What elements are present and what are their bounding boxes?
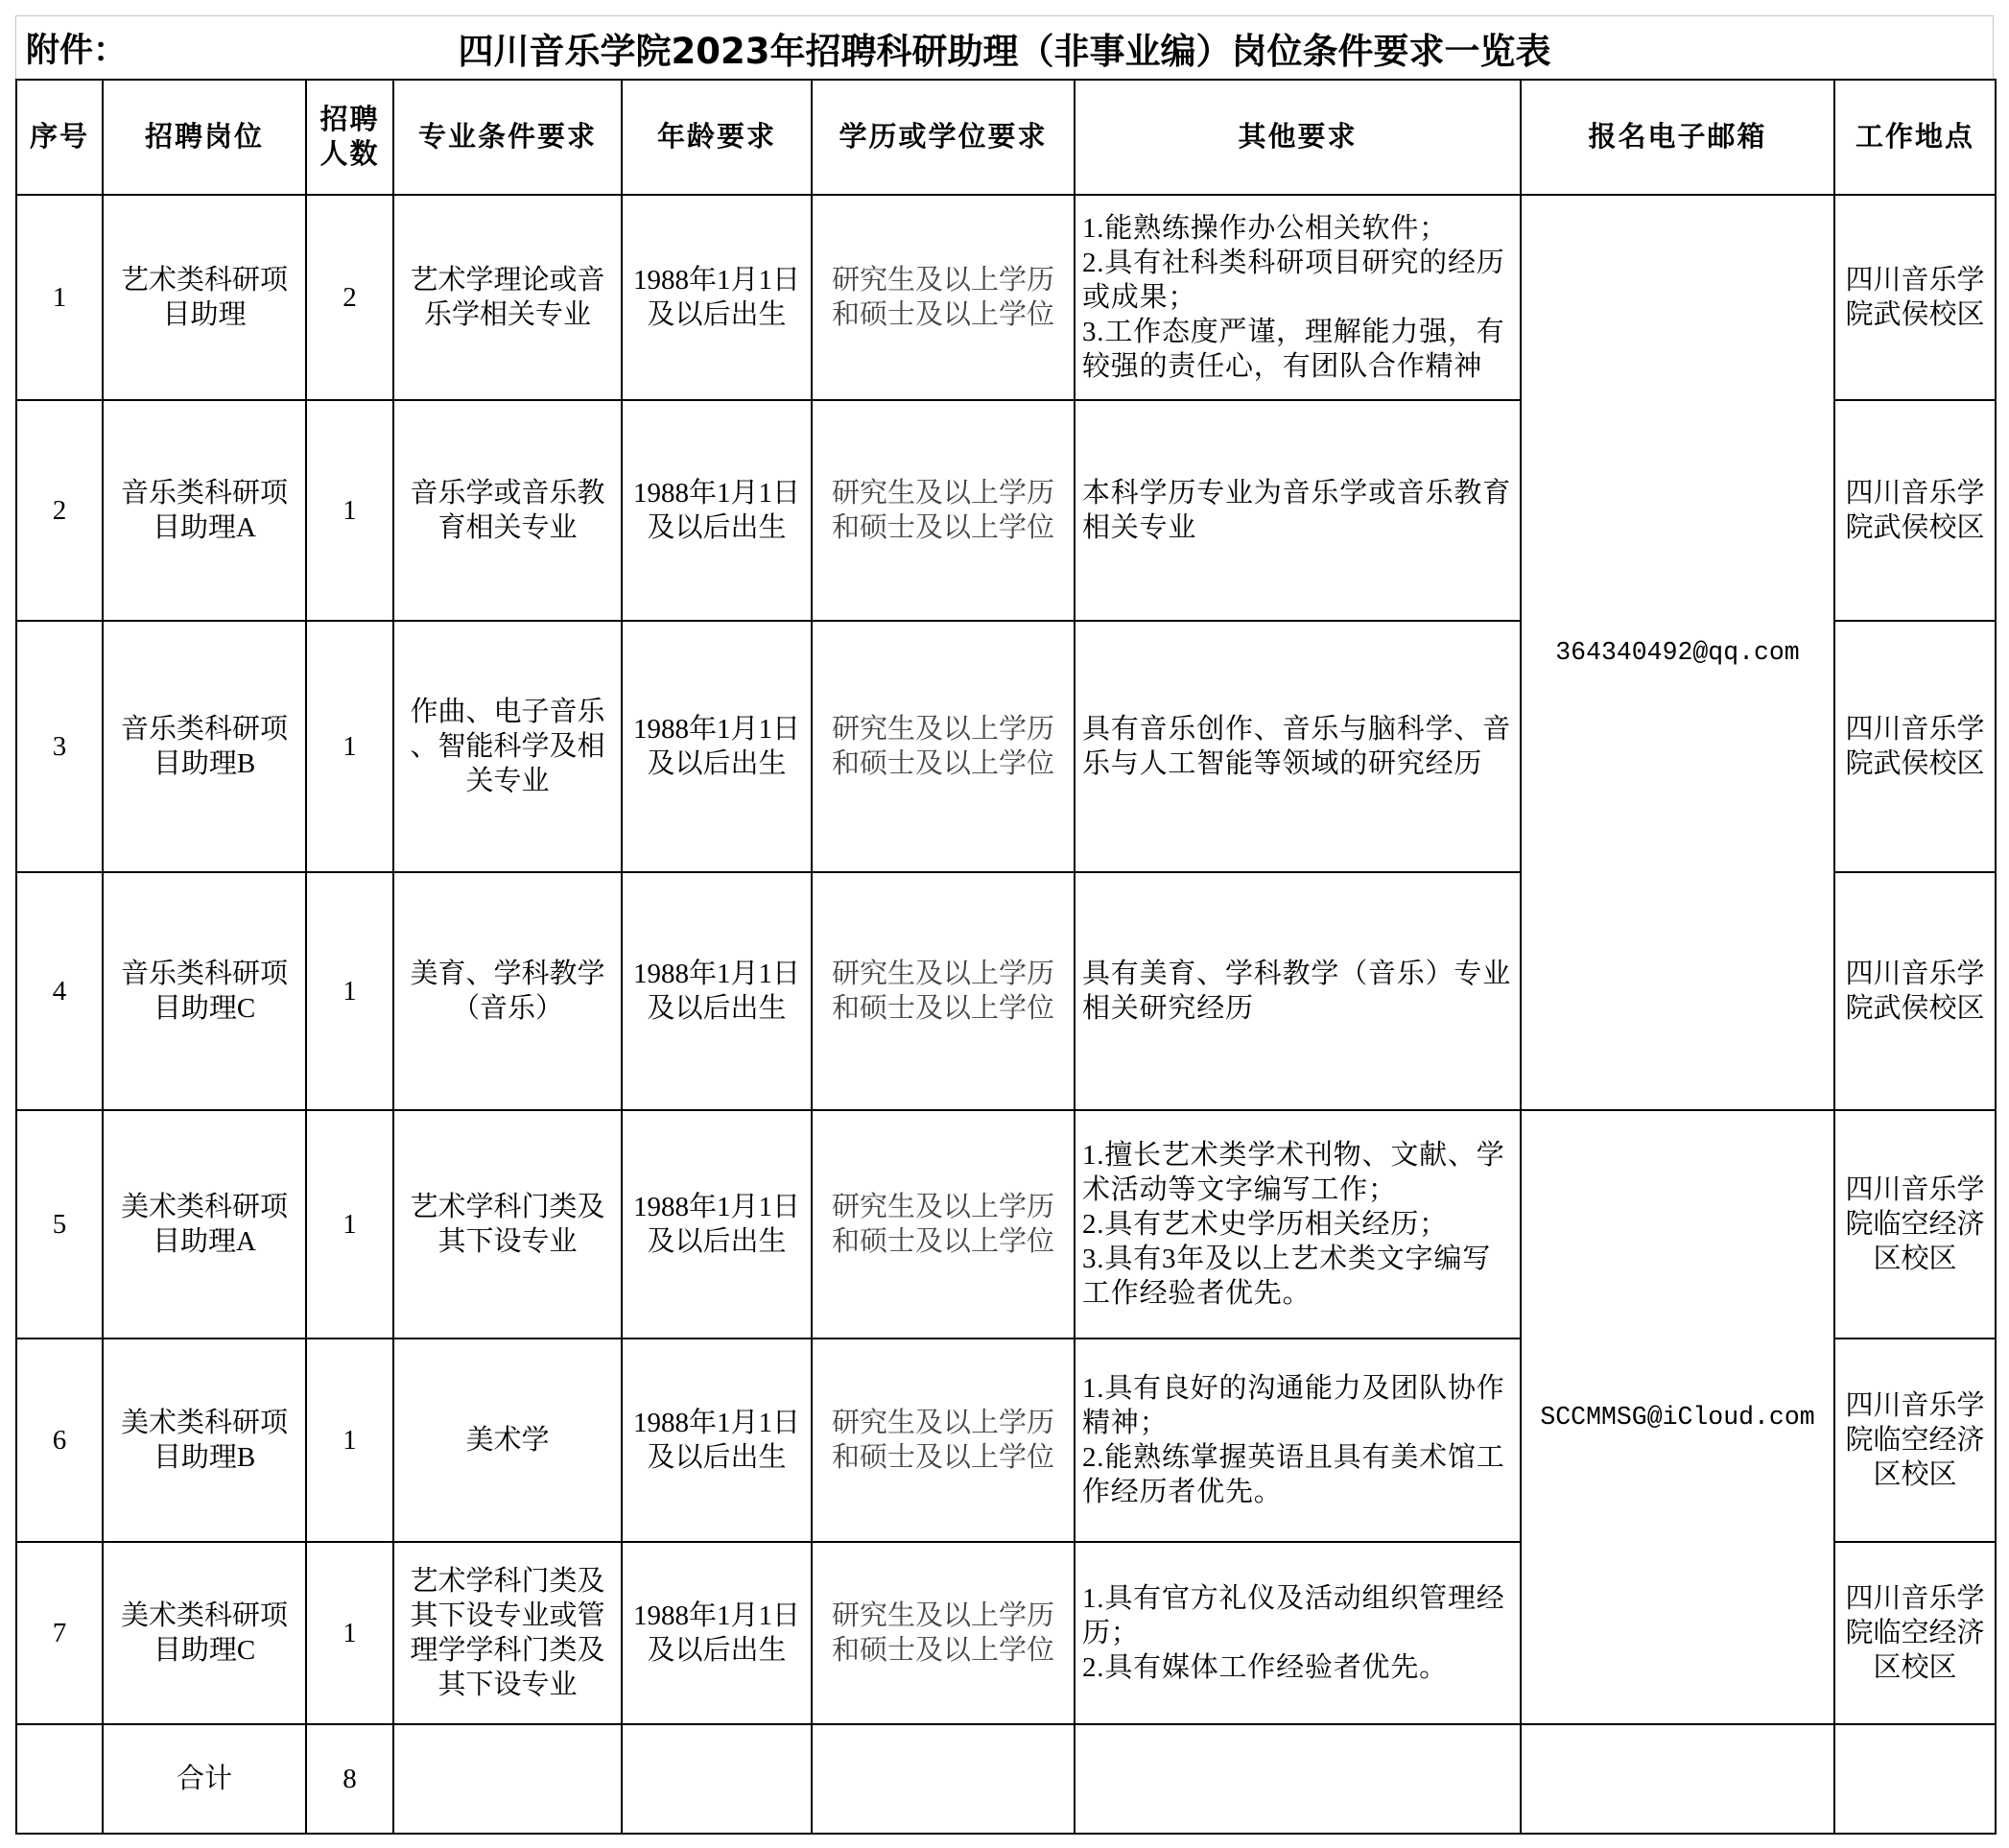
other-requirement-cell: 1.能熟练操作办公相关软件； 2.具有社科类科研项目研究的经历 或成果； 3.工作态度严谨，理解能力强，有 较强的责任心，有团队合作精神 bbox=[1075, 195, 1521, 400]
location-cell: 四川音乐学 院武侯校区 bbox=[1834, 195, 1996, 400]
degree-requirement-cell: 研究生及以上学历 和硕士及以上学位 bbox=[812, 195, 1075, 400]
seq-cell: 1 bbox=[16, 195, 103, 400]
position-cell: 美术类科研项 目助理C bbox=[103, 1542, 306, 1724]
position-cell: 艺术类科研项 目助理 bbox=[103, 195, 306, 400]
other-requirement-cell: 1.擅长艺术类学术刊物、文献、学 术活动等文字编写工作； 2.具有艺术史学历相关经历； 3.具有3年及以上艺术类文字编写 工作经验者优先。 bbox=[1075, 1110, 1521, 1339]
seq-cell: 5 bbox=[16, 1110, 103, 1339]
location-cell: 四川音乐学 院临空经济 区校区 bbox=[1834, 1110, 1996, 1339]
headcount-cell: 1 bbox=[306, 621, 393, 872]
location-cell: 四川音乐学 院武侯校区 bbox=[1834, 621, 1996, 872]
degree-requirement-cell: 研究生及以上学历 和硕士及以上学位 bbox=[812, 872, 1075, 1110]
column-header-email: 报名电子邮箱 bbox=[1521, 80, 1834, 195]
headcount-cell: 1 bbox=[306, 1110, 393, 1339]
age-requirement-cell: 1988年1月1日 及以后出生 bbox=[622, 1110, 812, 1339]
total-row bbox=[16, 1724, 1996, 1834]
attachment-label: 附件： bbox=[26, 32, 128, 70]
degree-requirement-cell: 研究生及以上学历 和硕士及以上学位 bbox=[812, 1339, 1075, 1542]
email-cell: 364340492@qq.com bbox=[1521, 195, 1834, 1110]
column-header-position: 招聘岗位 bbox=[103, 80, 306, 195]
degree-requirement-cell: 研究生及以上学历 和硕士及以上学位 bbox=[812, 1542, 1075, 1724]
major-requirement-cell: 艺术学科门类及 其下设专业 bbox=[393, 1110, 622, 1339]
total-empty-cell bbox=[812, 1724, 1075, 1834]
page-title: 四川音乐学院2023年招聘科研助理（非事业编）岗位条件要求一览表 bbox=[458, 31, 1551, 72]
table-row bbox=[16, 1110, 1996, 1339]
other-requirement-cell: 具有美育、学科教学（音乐）专业 相关研究经历 bbox=[1075, 872, 1521, 1110]
age-requirement-cell: 1988年1月1日 及以后出生 bbox=[622, 400, 812, 621]
total-empty-cell bbox=[1834, 1724, 1996, 1834]
other-requirement-cell: 本科学历专业为音乐学或音乐教育 相关专业 bbox=[1075, 400, 1521, 621]
degree-requirement-cell: 研究生及以上学历 和硕士及以上学位 bbox=[812, 621, 1075, 872]
major-requirement-cell: 艺术学理论或音 乐学相关专业 bbox=[393, 195, 622, 400]
total-empty-cell bbox=[622, 1724, 812, 1834]
location-cell: 四川音乐学 院临空经济 区校区 bbox=[1834, 1542, 1996, 1724]
major-requirement-cell: 美育、学科教学 （音乐） bbox=[393, 872, 622, 1110]
other-requirement-cell: 1.具有良好的沟通能力及团队协作 精神； 2.能熟练掌握英语且具有美术馆工 作经历者优先。 bbox=[1075, 1339, 1521, 1542]
position-cell: 音乐类科研项 目助理A bbox=[103, 400, 306, 621]
seq-cell: 4 bbox=[16, 872, 103, 1110]
position-cell: 美术类科研项 目助理A bbox=[103, 1110, 306, 1339]
major-requirement-cell: 音乐学或音乐教 育相关专业 bbox=[393, 400, 622, 621]
degree-requirement-cell: 研究生及以上学历 和硕士及以上学位 bbox=[812, 1110, 1075, 1339]
age-requirement-cell: 1988年1月1日 及以后出生 bbox=[622, 1339, 812, 1542]
major-requirement-cell: 作曲、电子音乐 、智能科学及相 关专业 bbox=[393, 621, 622, 872]
other-requirement-cell: 1.具有官方礼仪及活动组织管理经 历； 2.具有媒体工作经验者优先。 bbox=[1075, 1542, 1521, 1724]
location-cell: 四川音乐学 院武侯校区 bbox=[1834, 400, 1996, 621]
table-header-row bbox=[16, 80, 1996, 195]
total-empty-cell bbox=[1521, 1724, 1834, 1834]
degree-requirement-cell: 研究生及以上学历 和硕士及以上学位 bbox=[812, 400, 1075, 621]
title-bar bbox=[15, 15, 1994, 80]
total-empty-cell bbox=[393, 1724, 622, 1834]
seq-cell: 2 bbox=[16, 400, 103, 621]
requirements-table bbox=[15, 79, 1997, 1835]
column-header-location: 工作地点 bbox=[1834, 80, 1996, 195]
table-row bbox=[16, 195, 1996, 400]
column-header-seq: 序号 bbox=[16, 80, 103, 195]
other-requirement-cell: 具有音乐创作、音乐与脑科学、音 乐与人工智能等领域的研究经历 bbox=[1075, 621, 1521, 872]
column-header-other: 其他要求 bbox=[1075, 80, 1521, 195]
location-cell: 四川音乐学 院临空经济 区校区 bbox=[1834, 1339, 1996, 1542]
position-cell: 音乐类科研项 目助理C bbox=[103, 872, 306, 1110]
headcount-cell: 1 bbox=[306, 1339, 393, 1542]
column-header-degree: 学历或学位要求 bbox=[812, 80, 1075, 195]
headcount-cell: 1 bbox=[306, 400, 393, 621]
major-requirement-cell: 美术学 bbox=[393, 1339, 622, 1542]
total-count: 8 bbox=[306, 1724, 393, 1834]
headcount-cell: 1 bbox=[306, 872, 393, 1110]
total-empty-cell bbox=[16, 1724, 103, 1834]
major-requirement-cell: 艺术学科门类及 其下设专业或管 理学学科门类及 其下设专业 bbox=[393, 1542, 622, 1724]
age-requirement-cell: 1988年1月1日 及以后出生 bbox=[622, 872, 812, 1110]
total-empty-cell bbox=[1075, 1724, 1521, 1834]
seq-cell: 7 bbox=[16, 1542, 103, 1724]
age-requirement-cell: 1988年1月1日 及以后出生 bbox=[622, 621, 812, 872]
seq-cell: 6 bbox=[16, 1339, 103, 1542]
position-cell: 美术类科研项 目助理B bbox=[103, 1339, 306, 1542]
headcount-cell: 1 bbox=[306, 1542, 393, 1724]
seq-cell: 3 bbox=[16, 621, 103, 872]
column-header-age: 年龄要求 bbox=[622, 80, 812, 195]
email-cell: SCCMMSG@iCloud.com bbox=[1521, 1110, 1834, 1724]
location-cell: 四川音乐学 院武侯校区 bbox=[1834, 872, 1996, 1110]
position-cell: 音乐类科研项 目助理B bbox=[103, 621, 306, 872]
headcount-cell: 2 bbox=[306, 195, 393, 400]
age-requirement-cell: 1988年1月1日 及以后出生 bbox=[622, 1542, 812, 1724]
age-requirement-cell: 1988年1月1日 及以后出生 bbox=[622, 195, 812, 400]
column-header-major: 专业条件要求 bbox=[393, 80, 622, 195]
column-header-headcount: 招聘 人数 bbox=[306, 80, 393, 195]
total-label: 合计 bbox=[103, 1724, 306, 1834]
